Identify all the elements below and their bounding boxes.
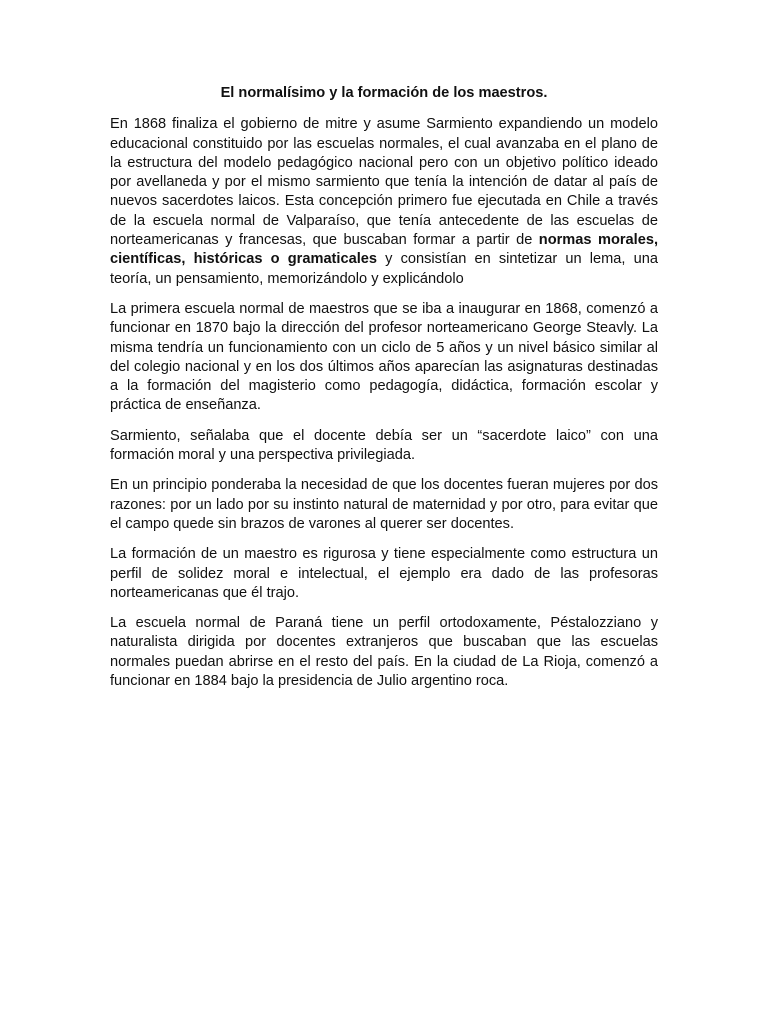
paragraph-5: La formación de un maestro es rigurosa y tiene especialmente como estructura un perfil de solidez moral e intelectual, el ejemplo era dado de las profesoras norteamericanas que él trajo.: [110, 546, 658, 601]
paragraph-1-bold-text: normas morales, científicas, históricas o gramaticales: [110, 232, 658, 268]
paragraph-1-text-end: y consistían en sintetizar un lema, una teoría, un pensamiento, memorizándolo y explicándolo: [110, 251, 658, 287]
paragraph-4: En un principio ponderaba la necesidad de que los docentes fueran mujeres por dos razones: por un lado por su instinto natural de maternidad y por otro, para evitar que el campo quede sin brazos de varones al querer ser docentes.: [110, 477, 658, 532]
paragraph-1-text-start: En 1868 finaliza el gobierno de mitre y asume Sarmiento expandiendo un modelo educacional constituido por las escuelas normales, el cual avanzaba en el plano de la estructura del modelo pedagógico nacional pero con un objetivo político ideado por avellaneda y por el mismo sarmiento que tenía la intención de datar al país de nuevos sacerdotes laicos. Esta concepción primero fue ejecutada en Chile a través de la escuela normal de Valparaíso, que tenía antecedente de las escuelas de norteamericanas y francesas, que buscaban formar a partir de: [110, 116, 658, 249]
document-page: [110, 84, 658, 702]
paragraph-3: Sarmiento, señalaba que el docente debía ser un “sacerdote laico” con una formación moral y una perspectiva privilegiada.: [110, 427, 658, 464]
paragraph-6: La escuela normal de Paraná tiene un perfil ortodoxamente, Péstalozziano y naturalista dirigida por docentes extranjeros que buscaban que las escuelas normales puedan abrirse en el resto del país. En la ciudad de La Rioja, comenzó a funcionar en 1884 bajo la presidencia de Julio argentino roca.: [110, 615, 658, 690]
paragraph-2: La primera escuela normal de maestros que se iba a inaugurar en 1868, comenzó a funcionar en 1870 bajo la dirección del profesor norteamericano George Steavly. La misma tendría un funcionamiento con un ciclo de 5 años y un nivel básico similar al del colegio nacional y en los dos últimos años aparecían las asignaturas destinadas a la formación del magisterio como pedagogía, didáctica, formación escolar y práctica de enseñanza.: [110, 300, 658, 414]
document-title: El normalísimo y la formación de los maestros.: [220, 85, 548, 101]
paragraph-1: [110, 115, 658, 289]
